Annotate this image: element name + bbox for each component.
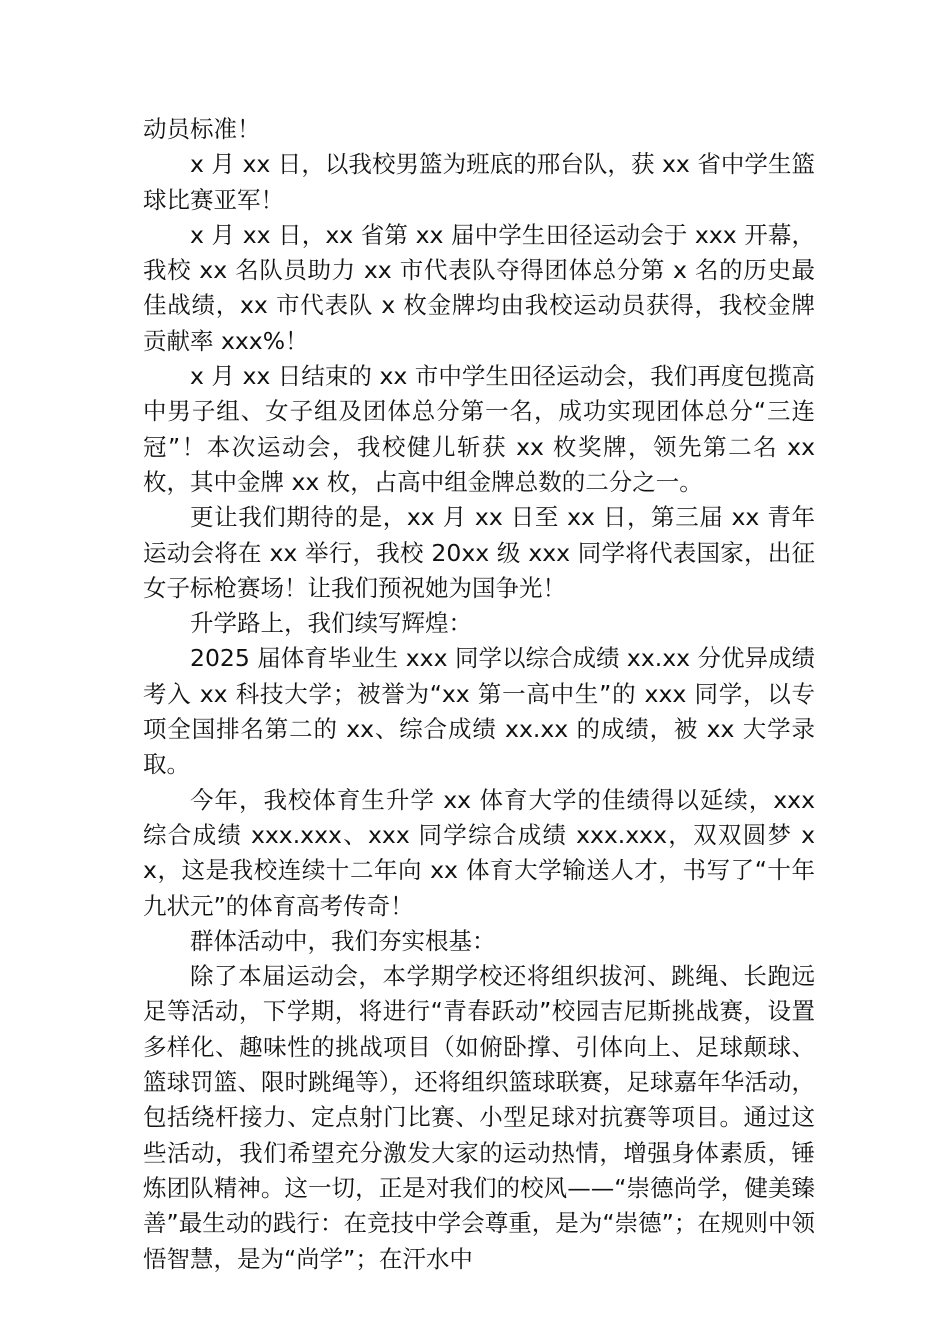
paragraph: 除了本届运动会，本学期学校还将组织拔河、跳绳、长跑远足等活动，下学期，将进行“青春跃动”校园吉尼斯挑战赛，设置多样化、趣味性的挑战项目（如俯卧撑、引体向上、足球颠球、篮球罚篮、限时跳绳等），还将组织篮球联赛，足球嘉年华活动，包括绕杆接力、定点射门比赛、小型足球对抗赛等项目。通过这些活动，我们希望充分激发大家的运动热情，增强身体素质，锤炼团队精神。这一切，正是对我们的校风——“崇德尚学，健美臻善”最生动的践行：在竞技中学会尊重，是为“崇德”；在规则中领悟智慧，是为“尚学”；在汗水中 bbox=[143, 962, 815, 1273]
paragraph: 今年，我校体育生升学 xx 体育大学的佳绩得以延续，xxx 综合成绩 xxx.xxx、xxx 同学综合成绩 xxx.xxx，双双圆梦 xx，这是我校连续十二年向 xx 体育大学输送人才，书写了“十年九状元”的体育高考传奇！ bbox=[143, 785, 823, 920]
section-heading: 升学路上，我们续写辉煌： bbox=[190, 609, 472, 638]
section-heading: 群体活动中，我们夯实根基： bbox=[190, 926, 496, 955]
paragraph: 更让我们期待的是，xx 月 xx 日至 xx 日，第三届 xx 青年运动会将在 xx 举行，我校 20xx 级 xxx 同学将代表国家，出征女子标枪赛场！让我们预祝她为国争光！ bbox=[143, 503, 815, 602]
paragraph: 动员标准！ bbox=[143, 115, 261, 143]
paragraph: x 月 xx 日，xx 省第 xx 届中学生田径运动会于 xxx 开幕，我校 xx 名队员助力 xx 市代表队夺得团体总分第 x 名的历史最佳战绩，xx 市代表队 x 枚金牌均由我校运动员获得，我校金牌贡献率 xxx%！ bbox=[143, 220, 815, 355]
paragraph: 2025 届体育毕业生 xxx 同学以综合成绩 xx.xx 分优异成绩考入 xx 科技大学；被誉为“xx 第一高中生”的 xxx 同学，以专项全国排名第二的 xx、综合成绩 xx.xx 的成绩，被 xx 大学录取。 bbox=[143, 644, 815, 779]
paragraph: x 月 xx 日结束的 xx 市中学生田径运动会，我们再度包揽高中男子组、女子组及团体总分第一名，成功实现团体总分“三连冠”！本次运动会，我校健儿斩获 xx 枚奖牌，领先第二名 xx 枚，其中金牌 xx 枚，占高中组金牌总数的二分之一。 bbox=[143, 362, 823, 496]
document-body bbox=[143, 112, 823, 1277]
paragraph: x 月 xx 日，以我校男篮为班底的邢台队，获 xx 省中学生篮球比赛亚军！ bbox=[143, 150, 815, 214]
